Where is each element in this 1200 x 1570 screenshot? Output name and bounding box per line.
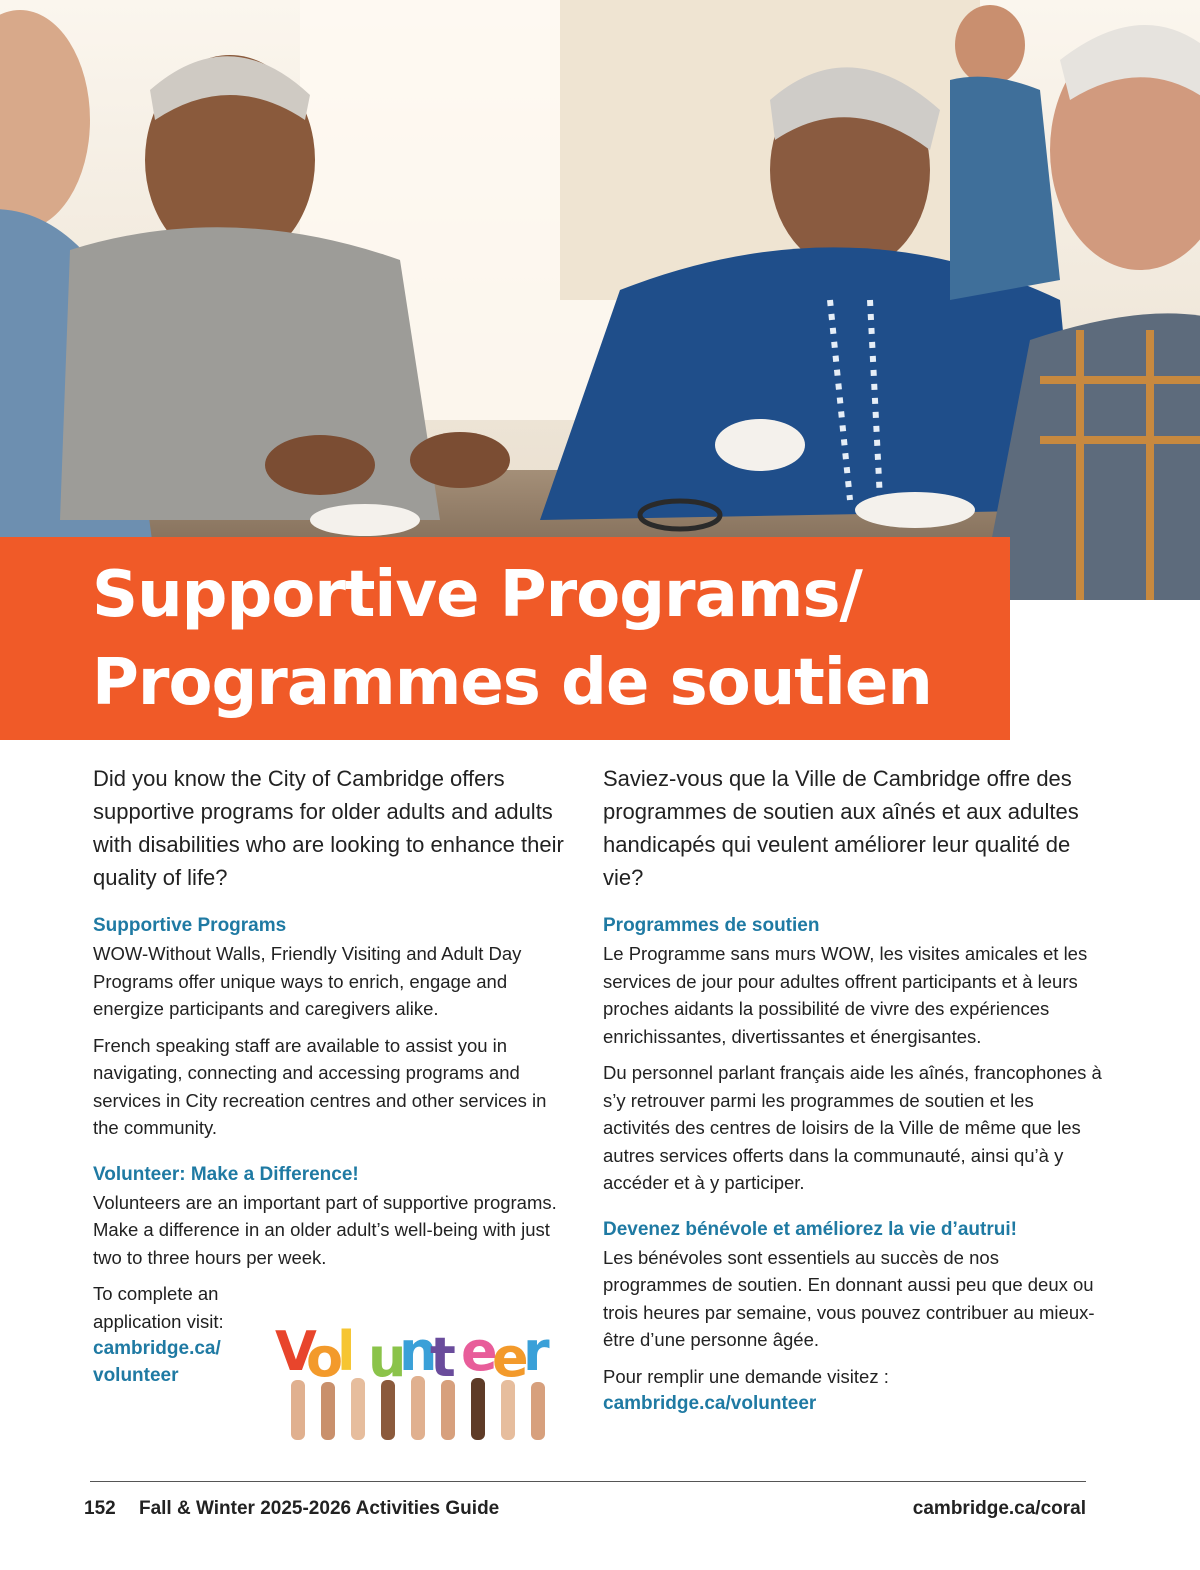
english-volunteer-link[interactable]: cambridge.ca/ volunteer: [93, 1338, 221, 1386]
french-apply-text: Pour remplir une demande visitez :: [603, 1365, 889, 1387]
page-number: 152: [84, 1498, 116, 1519]
french-volunteer-heading: Devenez bénévole et améliorez la vie d’autrui!: [603, 1218, 1017, 1240]
volunteer-letter: r: [523, 1320, 550, 1383]
french-volunteer-text: Les bénévoles sont essentiels au succès de nos programmes de soutien. En donnant aussi peu que deux ou trois heures par semaine, vous pouvez contribuer au mieux-être d’une personne âgée.: [603, 1246, 1095, 1350]
english-apply: [93, 1280, 263, 1389]
french-intro: Saviez-vous que la Ville de Cambridge offre des programmes de soutien aux aînés et aux adultes handicapés qui veulent améliorer leur qualité de vie?: [603, 766, 1079, 890]
volunteer-letter: l: [337, 1320, 356, 1383]
english-apply-text: To complete an application visit:: [93, 1283, 224, 1332]
footer-divider: [90, 1481, 1086, 1482]
french-french-staff-text: Du personnel parlant français aide les aînés, francophones à s’y retrouver parmi les programmes de soutien et les activités des centres de loisirs de la Ville de même que les autres services offerts dans la communauté, ainsi qu’à y accéder et à y participer.: [603, 1062, 1102, 1193]
volunteer-hands-graphic: [269, 1310, 559, 1440]
french-volunteer-link[interactable]: cambridge.ca/volunteer: [603, 1393, 817, 1414]
english-apply-block: [93, 1280, 573, 1450]
french-column: [603, 762, 1103, 1417]
guide-title: Fall & Winter 2025-2026 Activities Guide: [138, 1498, 500, 1519]
english-supportive-heading: Supportive Programs: [93, 915, 287, 936]
volunteer-letter: t: [430, 1326, 456, 1389]
volunteer-letter: V: [275, 1320, 317, 1383]
volunteer-letter: u: [368, 1326, 407, 1389]
english-column: [93, 762, 573, 1450]
french-supportive-text: Le Programme sans murs WOW, les visites amicales et les services de jour pour adultes offrent participants et à leurs proches aidants la possibilité de vivre des expériences enrichissantes, divertissantes et énergisantes.: [603, 943, 1088, 1047]
english-french-staff-text: French speaking staff are available to assist you in navigating, connecting and accessing programs and services in City recreation centres and other services in the community.: [93, 1034, 547, 1138]
volunteer-letter: e: [461, 1320, 498, 1383]
hero-photo: [0, 0, 1200, 600]
footer-url[interactable]: cambridge.ca/coral: [912, 1498, 1086, 1519]
page-title-line-1: Supportive Programs/: [92, 558, 862, 632]
english-supportive-text: WOW-Without Walls, Friendly Visiting and Adult Day Programs offer unique ways to enrich, engage and energize participants and caregivers alike.: [93, 943, 522, 1019]
volunteer-letter: n: [399, 1320, 438, 1383]
seniors-cafe-illustration: [0, 0, 1200, 600]
title-banner: [0, 537, 1010, 740]
page-title-line-2: Programmes de soutien: [92, 646, 932, 720]
footer-left: [84, 1498, 499, 1520]
volunteer-letter: o: [306, 1326, 344, 1389]
volunteer-letter: e: [492, 1326, 529, 1389]
english-volunteer-heading: Volunteer: Make a Difference!: [93, 1163, 359, 1185]
page-title: [92, 551, 1002, 727]
english-volunteer-text: Volunteers are an important part of supportive programs. Make a difference in an older adult’s well-being with just two to three hours per week.: [93, 1191, 557, 1268]
english-intro: Did you know the City of Cambridge offers supportive programs for older adults and adults with disabilities who are looking to enhance their quality of life?: [93, 766, 564, 890]
french-supportive-heading: Programmes de soutien: [603, 915, 820, 936]
